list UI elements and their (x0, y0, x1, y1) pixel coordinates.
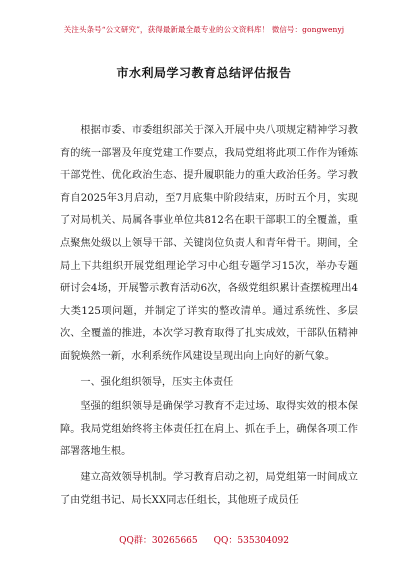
document-title: 市水利局学习教育总结评估报告 (116, 66, 292, 80)
footer-contact (0, 533, 408, 546)
header-banner: 关注头条号“公文研究”，获得最新最全最专业的公文资料库！ 微信号：gongwenyj (63, 25, 345, 34)
intro-paragraph: 根据市委、市委组织部关于深入开展中央八项规定精神学习教育的统一部署及年度党建工作要点，我局党组将此项工作作为锤炼干部党性、优化政治生态、提升履职能力的重大政治任务。学习教育自2025年3月启动，至7月底集中阶段结束，历时五个月，实现了对局机关、局属各事业单位共812名在职干部职工的全覆盖，重点聚焦处级以上领导干部、关键岗位负责人和青年骨干。期间，全局上下共组织开展党组理论学习中心组专题学习15次，举办专题研讨会4场，开展警示教育活动6次，各级党组织累计查摆梳理出4大类125项问题，并制定了详实的整改清单。通过系统性、多层次、全覆盖的推进，本次学习教育取得了扎实成效，干部队伍精神面貌焕然一新，水利系统作风建设呈现出向上向好的新气象。 (60, 125, 358, 362)
section-paragraph: 建立高效领导机制。学习教育启动之初，局党组第一时间成立了由党组书记、局长XX同志任组长，其他班子成员任 (60, 471, 358, 506)
document-body (60, 120, 358, 512)
footer-qq: QQ：535304092 (213, 536, 289, 546)
section-heading: 一、强化组织领导，压实主体责任 (80, 376, 234, 388)
section-paragraph: 坚强的组织领导是确保学习教育不走过场、取得实效的根本保障。我局党组始终将主体责任扛在肩上、抓在手上，确保各项工作部署落地生根。 (60, 401, 358, 458)
footer-qq-group: QQ群：30265665 (119, 536, 198, 546)
